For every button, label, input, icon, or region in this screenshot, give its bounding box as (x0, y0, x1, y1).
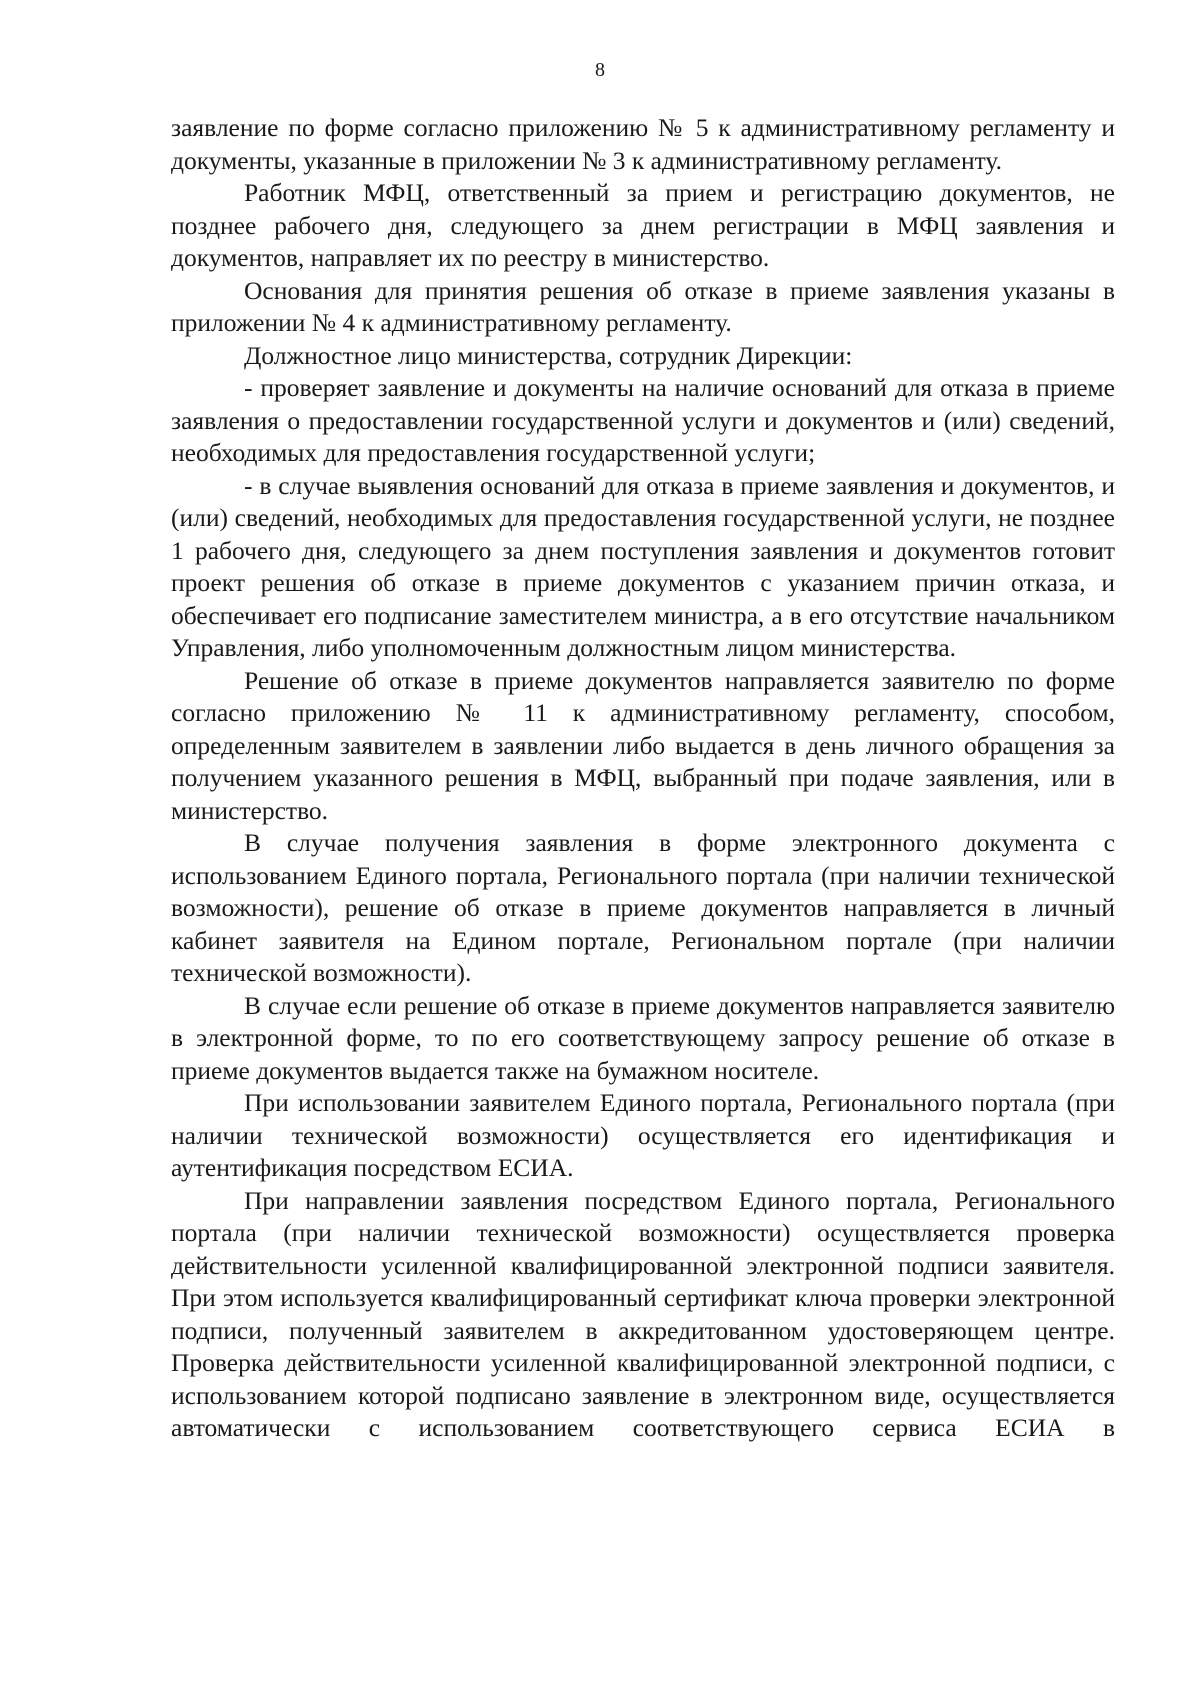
paragraph-5: - проверяет заявление и документы на наличие оснований для отказа в приеме заявления о предоставлении государственной услуги и документов и (или) сведений, необходимых для предоставления государственной услуги; (171, 373, 1115, 467)
paragraph-10: При использовании заявителем Единого портала, Регионального портала (при наличии технической возможности) осуществляется его идентификация и аутентификация посредством ЕСИА. (171, 1088, 1115, 1182)
paragraph-1: заявление по форме согласно приложению № 5 к административному регламенту и документы, указанные в приложении № 3 к административному регламенту. (171, 113, 1115, 175)
paragraph-11: При направлении заявления посредством Единого портала, Регионального портала (при наличии технической возможности) осуществляется проверка действительности усиленной квалифицированной электронной подписи заявителя. При этом используется квалифицированный сертификат ключа проверки электронной подписи, полученный заявителем в аккредитованном удостоверяющем центре. Проверка действительности усиленной квалифицированной электронной подписи, с использованием которой подписано заявление в электронном виде, осуществляется автоматически с использованием соответствующего сервиса ЕСИА в (171, 1185, 1115, 1442)
paragraph-2: Работник МФЦ, ответственный за прием и регистрацию документов, не позднее рабочего дня, следующего за днем регистрации в МФЦ заявления и документов, направляет их по реестру в министерство. (171, 178, 1115, 272)
paragraph-9: В случае если решение об отказе в приеме документов направляется заявителю в электронной форме, то по его соответствующему запросу решение об отказе в приеме документов выдается также на бумажном носителе. (171, 990, 1115, 1085)
paragraph-6: - в случае выявления оснований для отказа в приеме заявления и документов, и (или) сведений, необходимых для предоставления государственной услуги, не позднее 1 рабочего дня, следующего за днем поступления заявления и документов готовит проект решения об отказе в приеме документов с указанием причин отказа, и обеспечивает его подписание заместителем министра, а в его отсутствие начальником Управления, либо уполномоченным должностным лицом министерства. (171, 470, 1115, 662)
page-number: 8 (595, 59, 605, 81)
paragraph-8: В случае получения заявления в форме электронного документа с использованием Единого портала, Регионального портала (при наличии технической возможности), решение об отказе в приеме документов направляется в личный кабинет заявителя на Едином портале, Региональном портале (при наличии технической возможности). (171, 828, 1115, 987)
document-body (171, 112, 1115, 1445)
paragraph-7: Решение об отказе в приеме документов направляется заявителю по форме согласно приложению № 11 к административному регламенту, способом, определенным заявителем в заявлении либо выдается в день личного обращения за получением указанного решения в МФЦ, выбранный при подаче заявления, или в министерство. (171, 665, 1115, 825)
paragraph-3: Основания для принятия решения об отказе в приеме заявления указаны в приложении № 4 к административному регламенту. (171, 275, 1115, 337)
paragraph-4: Должностное лицо министерства, сотрудник Дирекции: (244, 340, 853, 370)
